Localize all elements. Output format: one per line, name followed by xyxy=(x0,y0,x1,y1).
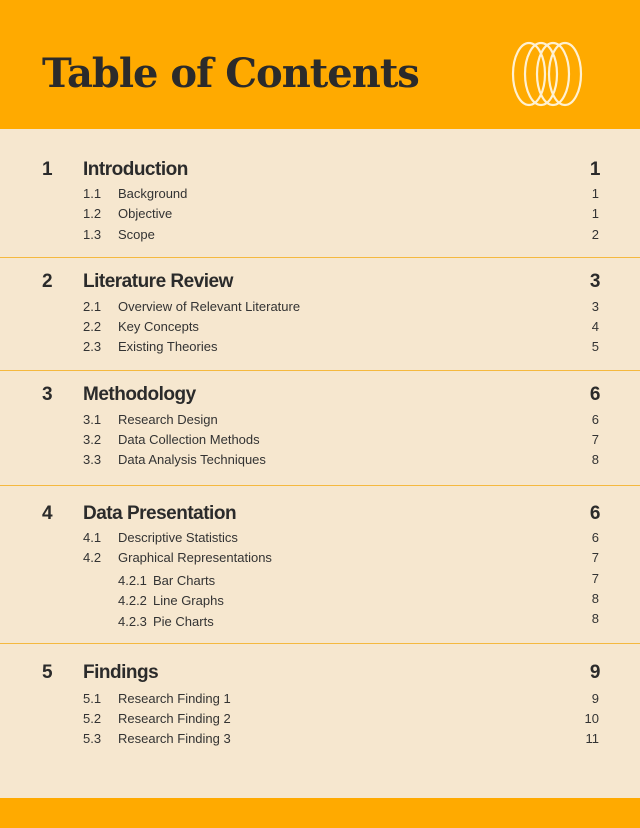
subsection-title[interactable]: Research Design xyxy=(118,412,218,427)
section-divider xyxy=(0,485,640,486)
subsection-page: 7 xyxy=(591,550,599,565)
subsection-page: 10 xyxy=(584,711,599,726)
section-title[interactable]: Introduction xyxy=(83,159,188,180)
interlocking-rings-icon xyxy=(511,40,583,108)
section-page: 9 xyxy=(589,662,600,683)
section-number: 5 xyxy=(42,662,53,683)
subsection-title[interactable]: Overview of Relevant Literature xyxy=(118,299,301,314)
subsection-page: 1 xyxy=(591,206,599,221)
subsection-number: 2.1 xyxy=(83,299,102,314)
subsection-page: 4 xyxy=(591,319,599,334)
subsection-title[interactable]: Existing Theories xyxy=(118,339,218,354)
subsection-title[interactable]: Background xyxy=(118,186,188,201)
subsection-page: 1 xyxy=(591,186,599,201)
subsection-page: 5 xyxy=(591,339,599,354)
subsection-number: 2.3 xyxy=(83,339,102,354)
subsubsection-page: 8 xyxy=(591,611,599,626)
subsection-number: 3.1 xyxy=(83,412,102,427)
subsubsection-title[interactable]: Pie Charts xyxy=(153,614,214,629)
subsection-number: 1.2 xyxy=(83,206,102,221)
subsection-page: 7 xyxy=(591,432,599,447)
section-page: 6 xyxy=(589,503,600,524)
subsection-page: 6 xyxy=(591,530,599,545)
subsection-number: 1.1 xyxy=(83,186,102,201)
subsubsection-page: 7 xyxy=(591,571,599,586)
section-title[interactable]: Literature Review xyxy=(83,271,233,292)
subsection-number: 1.3 xyxy=(83,227,102,242)
subsubsection-number: 4.2.1 xyxy=(118,573,147,588)
subsection-title[interactable]: Graphical Representations xyxy=(118,550,272,565)
subsection-title[interactable]: Objective xyxy=(118,206,173,221)
subsection-number: 4.1 xyxy=(83,530,102,545)
subsubsection-number: 4.2.2 xyxy=(118,593,147,608)
subsection-page: 6 xyxy=(591,412,599,427)
section-number: 2 xyxy=(42,271,53,292)
subsection-page: 8 xyxy=(591,452,599,467)
subsection-title[interactable]: Data Analysis Techniques xyxy=(118,452,266,467)
section-title[interactable]: Methodology xyxy=(83,384,196,405)
subsection-title[interactable]: Data Collection Methods xyxy=(118,432,260,447)
section-page: 6 xyxy=(589,384,600,405)
subsubsection-title[interactable]: Bar Charts xyxy=(153,573,216,588)
subsection-number: 3.2 xyxy=(83,432,102,447)
subsection-title[interactable]: Research Finding 3 xyxy=(118,731,231,746)
section-title[interactable]: Data Presentation xyxy=(83,503,237,524)
section-divider xyxy=(0,370,640,371)
page-title: Table of Contents xyxy=(42,50,419,97)
subsection-title[interactable]: Key Concepts xyxy=(118,319,199,334)
subsection-page: 3 xyxy=(591,299,599,314)
subsection-number: 4.2 xyxy=(83,550,102,565)
subsection-number: 5.2 xyxy=(83,711,102,726)
section-title[interactable]: Findings xyxy=(83,662,159,683)
section-page: 1 xyxy=(589,159,600,180)
subsection-title[interactable]: Scope xyxy=(118,227,155,242)
section-number: 3 xyxy=(42,384,53,405)
subsection-number: 5.3 xyxy=(83,731,102,746)
subsubsection-number: 4.2.3 xyxy=(118,614,147,629)
section-divider xyxy=(0,257,640,258)
section-divider xyxy=(0,643,640,644)
subsection-page: 2 xyxy=(591,227,599,242)
subsection-title[interactable]: Descriptive Statistics xyxy=(118,530,238,545)
subsection-number: 3.3 xyxy=(83,452,102,467)
footer-band xyxy=(0,798,640,828)
subsection-number: 2.2 xyxy=(83,319,102,334)
subsubsection-title[interactable]: Line Graphs xyxy=(153,593,224,608)
subsection-page: 11 xyxy=(585,731,599,746)
section-page: 3 xyxy=(589,271,600,292)
header-band xyxy=(0,0,640,129)
subsection-title[interactable]: Research Finding 1 xyxy=(118,691,231,706)
subsection-page: 9 xyxy=(591,691,599,706)
subsection-title[interactable]: Research Finding 2 xyxy=(118,711,231,726)
section-number: 1 xyxy=(42,159,53,180)
section-number: 4 xyxy=(42,503,53,524)
subsection-number: 5.1 xyxy=(83,691,102,706)
subsubsection-page: 8 xyxy=(591,591,599,606)
